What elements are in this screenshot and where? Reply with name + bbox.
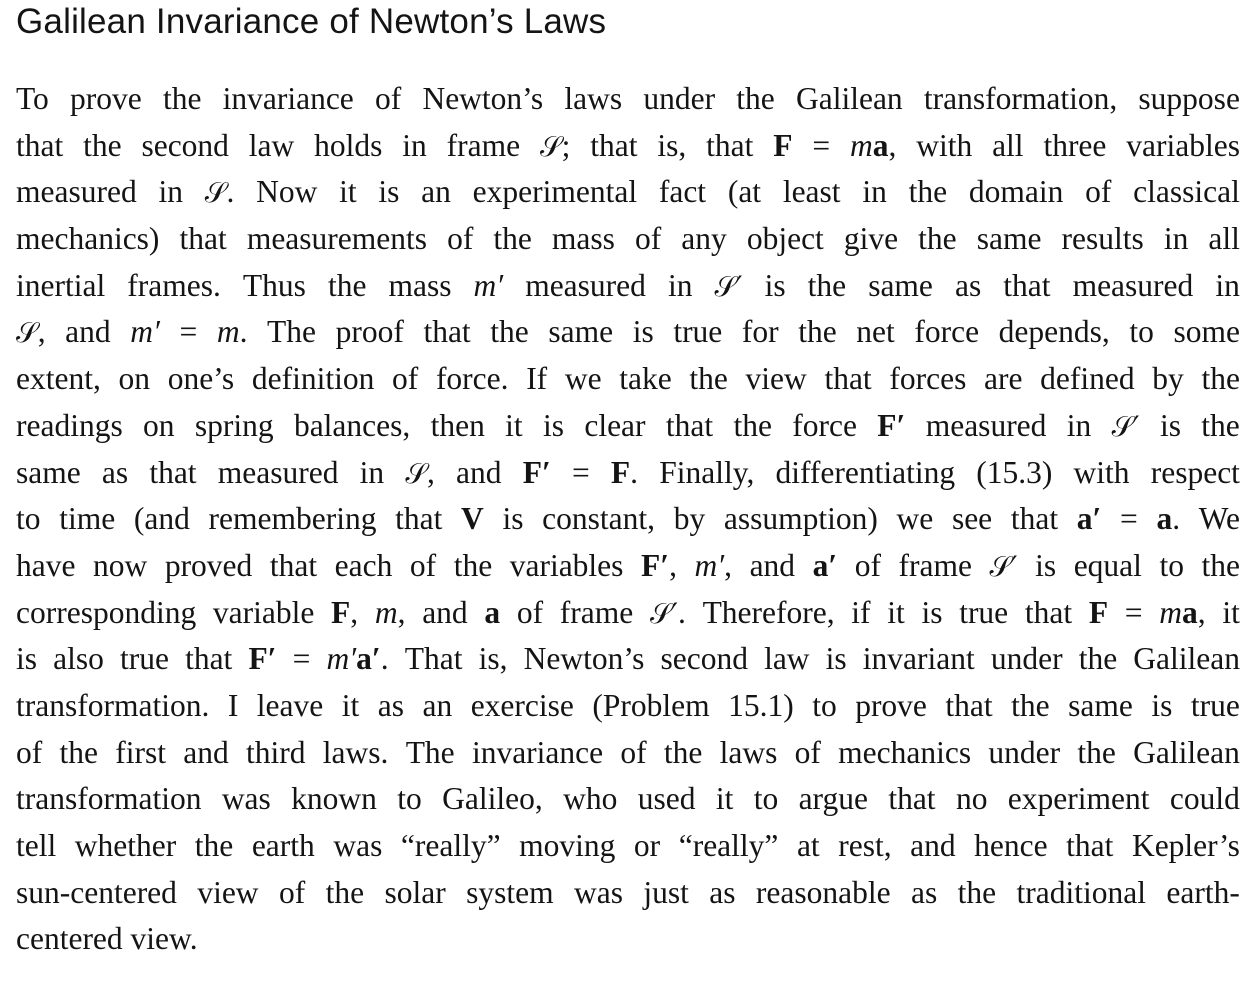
text-line: corresponding variable F, m, and a of frame 𝒮′. Therefore, if it is true that F = ma, it: [16, 594, 1240, 630]
text-line: transformation. I leave it as an exercise (Problem 15.1) to prove that the same is true: [16, 687, 1240, 723]
text-line: mechanics) that measurements of the mass of any object give the same results in all: [16, 221, 1240, 257]
text-line: To prove the invariance of Newton’s laws under the Galilean transformation, suppose: [16, 81, 1240, 116]
text-line: sun-centered view of the solar system was just as reasonable as the traditional earth-: [16, 874, 1240, 910]
text-line: transformation was known to Galileo, who used it to argue that no experiment could: [16, 781, 1240, 817]
text-line: readings on spring balances, then it is clear that the force F′ measured in 𝒮′ is the: [16, 407, 1240, 443]
text-line: that the second law holds in frame 𝒮; that is, that F = ma, with all three variables: [16, 127, 1240, 163]
text-line: tell whether the earth was “really” moving or “really” at rest, and hence that Kepler’s: [16, 828, 1240, 863]
text-line: measured in 𝒮. Now it is an experimental fact (at least in the domain of classical: [16, 174, 1240, 210]
section-heading: Galilean Invariance of Newton’s Laws: [16, 2, 607, 41]
text-line: centered view.: [16, 921, 198, 957]
text-line: 𝒮, and m′ = m. The proof that the same is true for the net force depends, to some: [16, 314, 1240, 350]
text-line: extent, on one’s definition of force. If we take the view that forces are defined by the: [16, 361, 1240, 397]
text-line: inertial frames. Thus the mass m′ measured in 𝒮′ is the same as that measured in: [16, 267, 1240, 303]
body-paragraph: [16, 76, 1240, 963]
text-line: have now proved that each of the variables F′, m′, and a′ of frame 𝒮′ is equal to the: [16, 547, 1240, 583]
text-line: is also true that F′ = m′a′. That is, Newton’s second law is invariant under the Galilean: [16, 641, 1240, 677]
text-line: to time (and remembering that V is constant, by assumption) we see that a′ = a. We: [16, 501, 1240, 537]
text-line: same as that measured in 𝒮, and F′ = F. Finally, differentiating (15.3) with respect: [16, 454, 1240, 490]
text-line: of the first and third laws. The invariance of the laws of mechanics under the Galilean: [16, 734, 1240, 770]
